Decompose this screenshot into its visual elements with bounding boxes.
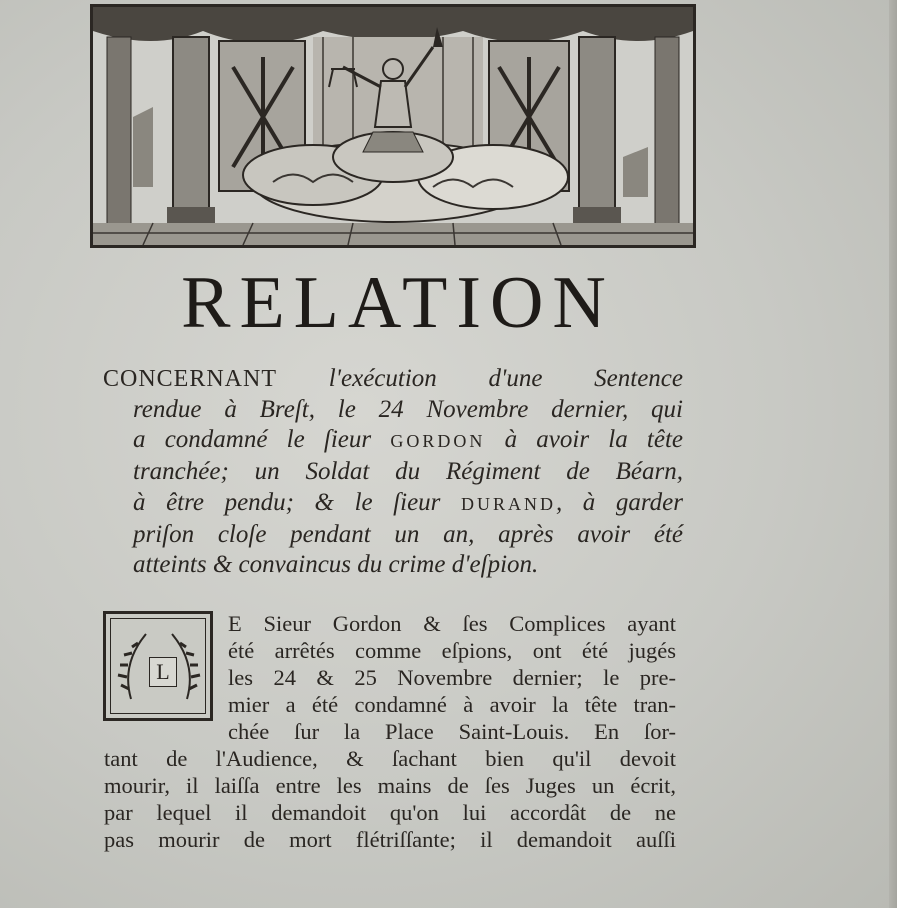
paper-edge bbox=[889, 0, 897, 908]
body-line-3: les 24 & 25 Novembre dernier; le pre- bbox=[228, 665, 676, 690]
subtitle-line-6: priſon cloſe pendant un an, après avoir été bbox=[133, 520, 683, 548]
body-line-6: tant de l'Audience, & ſachant bien qu'il devoit bbox=[104, 746, 676, 771]
subtitle-line-7: atteints & convaincus du crime d'eſpion. bbox=[133, 551, 539, 579]
drop-cap-ornament bbox=[103, 611, 213, 721]
subtitle-line-2: rendue à Breſt, le 24 Novembre dernier, qui bbox=[133, 395, 683, 423]
subtitle-line-4: tranchée; un Soldat du Régiment de Béarn, bbox=[133, 458, 683, 486]
document-title: RELATION bbox=[181, 262, 615, 344]
body-line-7: mourir, il laiſſa entre les mains de ſes Juges un écrit, bbox=[104, 773, 676, 798]
drop-cap-frame bbox=[110, 618, 206, 714]
body-line-1: E Sieur Gordon & ſes Complices ayant bbox=[228, 611, 676, 636]
body-line-4: mier a été condamné à avoir la tête tran- bbox=[228, 692, 676, 717]
drop-cap-letter: L bbox=[149, 657, 177, 687]
engraving-picture bbox=[93, 7, 693, 245]
subtitle-line-5: à être pendu; & le ſieur DURAND, à garder bbox=[133, 488, 683, 516]
subtitle-line-3: a condamné le ſieur GORDON à avoir la tête bbox=[133, 426, 683, 454]
body-indented-block bbox=[228, 610, 676, 745]
subtitle-line-1: CONCERNANT l'exécution d'une Sentence bbox=[103, 365, 683, 392]
body-line-2: été arrêtés comme eſpions, ont été jugés bbox=[228, 638, 676, 663]
woodcut-engraving bbox=[90, 4, 696, 248]
body-full-block bbox=[104, 745, 676, 853]
body-line-8: par lequel il demandoit qu'on lui accordât de ne bbox=[104, 800, 676, 825]
body-line-9: pas mourir de mort flétriſſante; il demandoit auſſi bbox=[104, 827, 676, 852]
subtitle-block bbox=[103, 364, 683, 581]
body-line-5: chée ſur la Place Saint-Louis. En ſor- bbox=[228, 719, 676, 744]
